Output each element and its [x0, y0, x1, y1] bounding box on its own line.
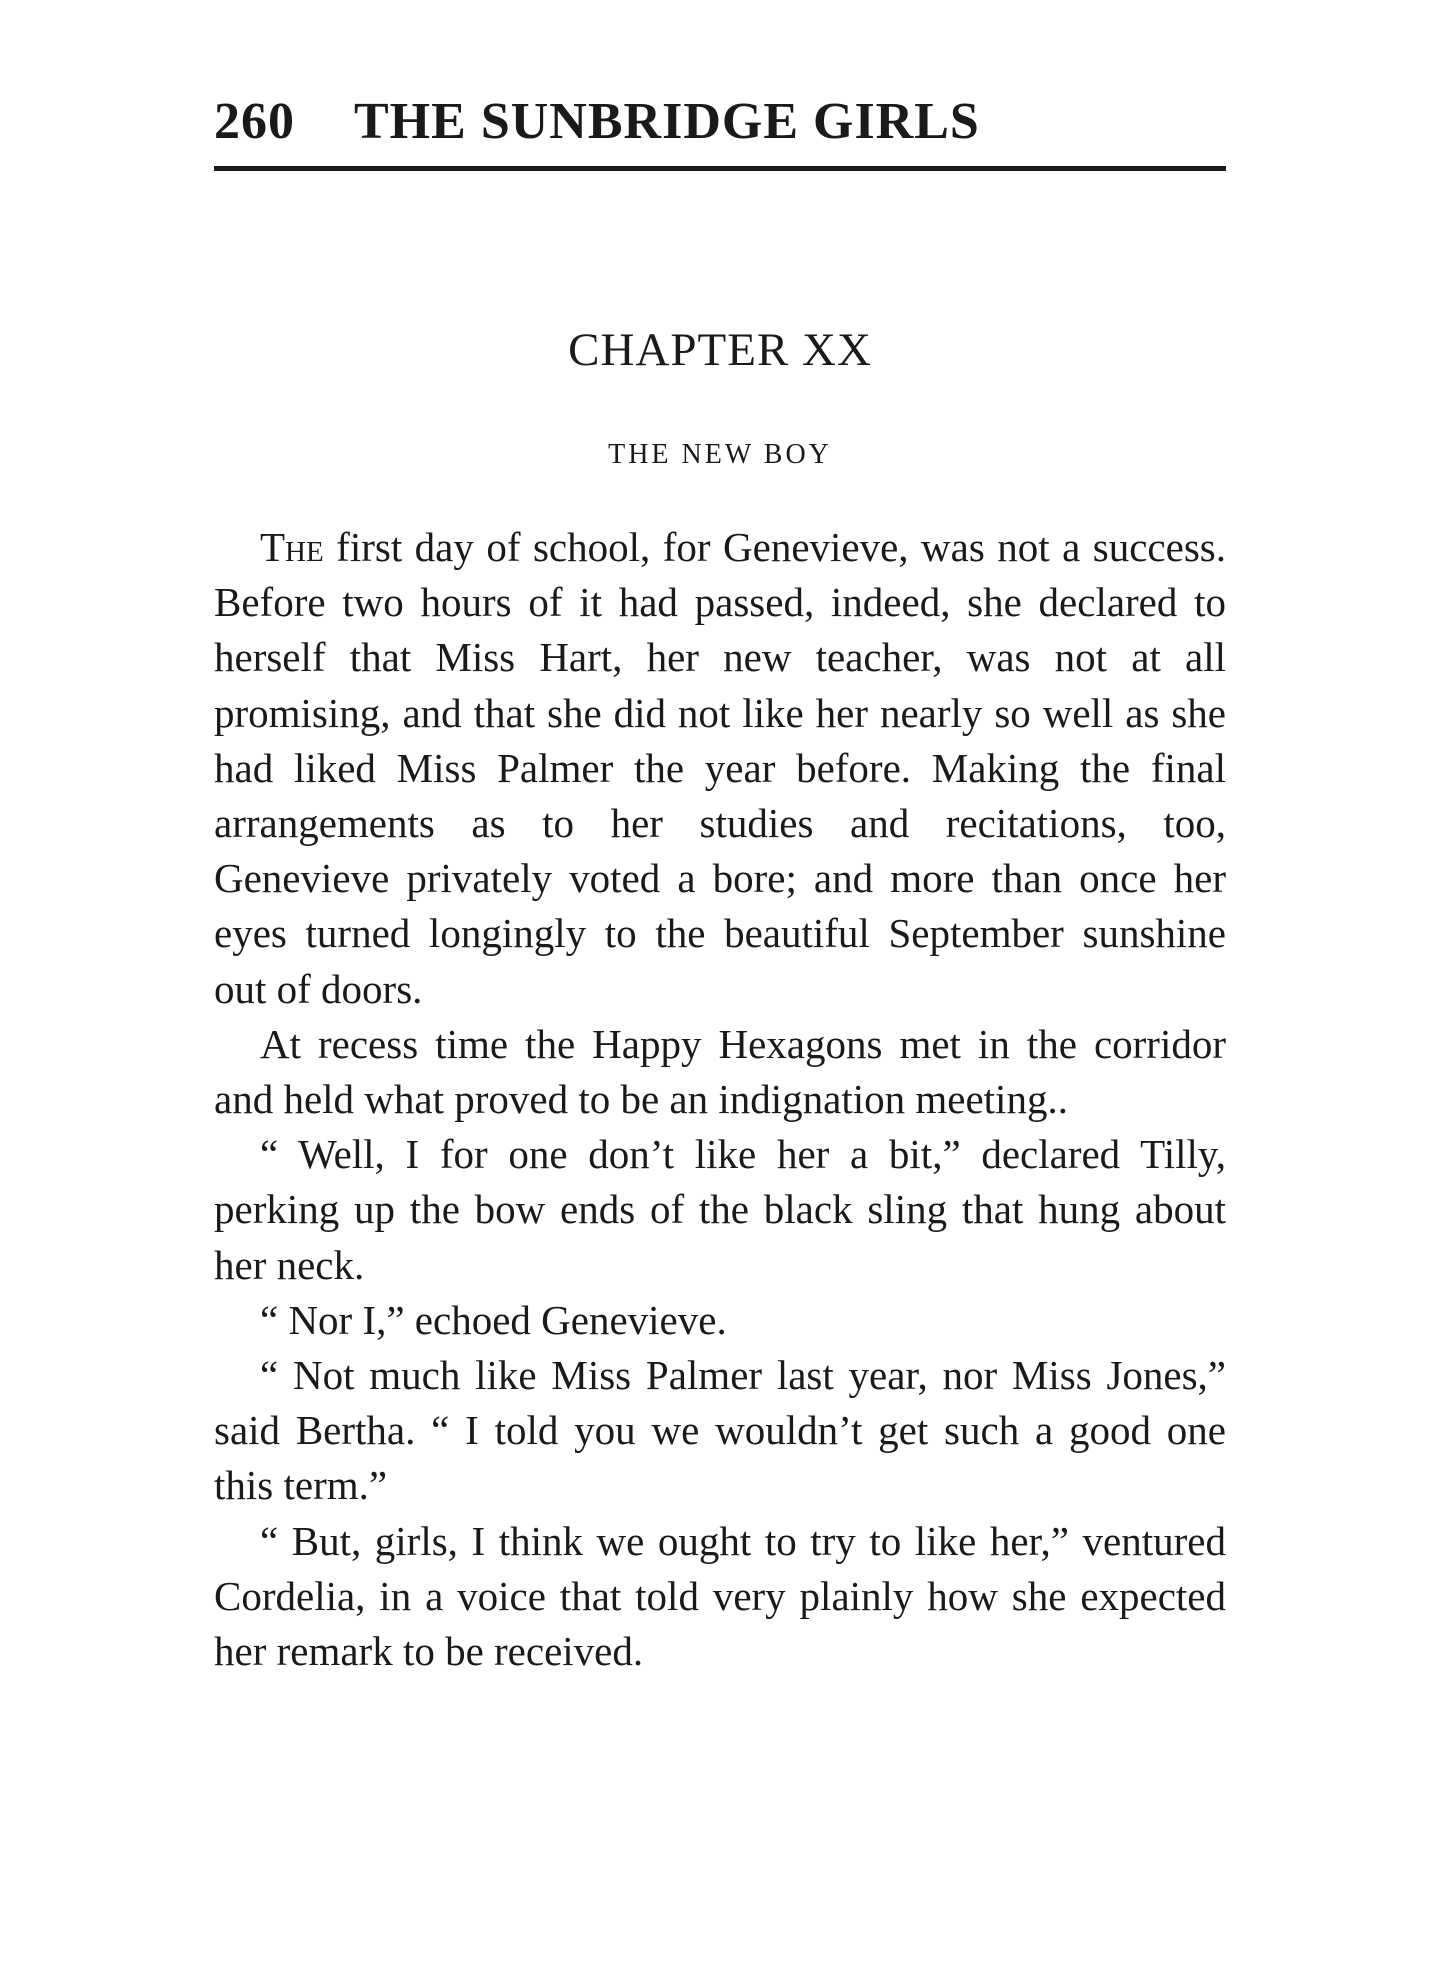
- page-number: 260: [214, 93, 295, 150]
- paragraph-4: “ Nor I,” echoed Genevieve.: [260, 1296, 727, 1343]
- paragraph-5: “ Not much like Miss Palmer last year, nor Miss Jones,” said Bertha. “ I told you we wouldn’t get such a good one this term.”: [214, 1352, 1226, 1509]
- body-text: [214, 520, 1226, 1679]
- chapter-subtitle: THE NEW BOY: [608, 439, 832, 470]
- paragraph-6: “ But, girls, I think we ought to try to like her,” ventured Cordelia, in a voice that told very plainly how she expected her remark to be received.: [214, 1517, 1226, 1675]
- paragraph-2: At recess time the Happy Hexagons met in the corridor and held what proved to be an indignation meeting..: [214, 1020, 1226, 1123]
- chapter-title: CHAPTER XX: [568, 324, 872, 376]
- book-title: THE SUNBRIDGE GIRLS: [354, 93, 980, 150]
- running-head: [214, 92, 1224, 152]
- paragraph-1: [214, 520, 1226, 1017]
- paragraph-lead-word: The: [260, 524, 324, 570]
- header-rule: [214, 166, 1226, 171]
- paragraph-1-text: first day of school, for Genevieve, was not a success. Before two hours of it had passed, indeed, she declared to herself that Miss Hart, her new teacher, was not at all promising, and that she did not like her nearly so well as she had liked Miss Palmer the year before. Making the final arrangements as to her studies and recitations, too, Genevieve privately voted a bore; and more than once her eyes turned longingly to the beautiful September sunshine out of doors.: [214, 524, 1226, 1012]
- paragraph-3: “ Well, I for one don’t like her a bit,” declared Tilly, perking up the bow ends of the black sling that hung about her neck.: [214, 1131, 1226, 1288]
